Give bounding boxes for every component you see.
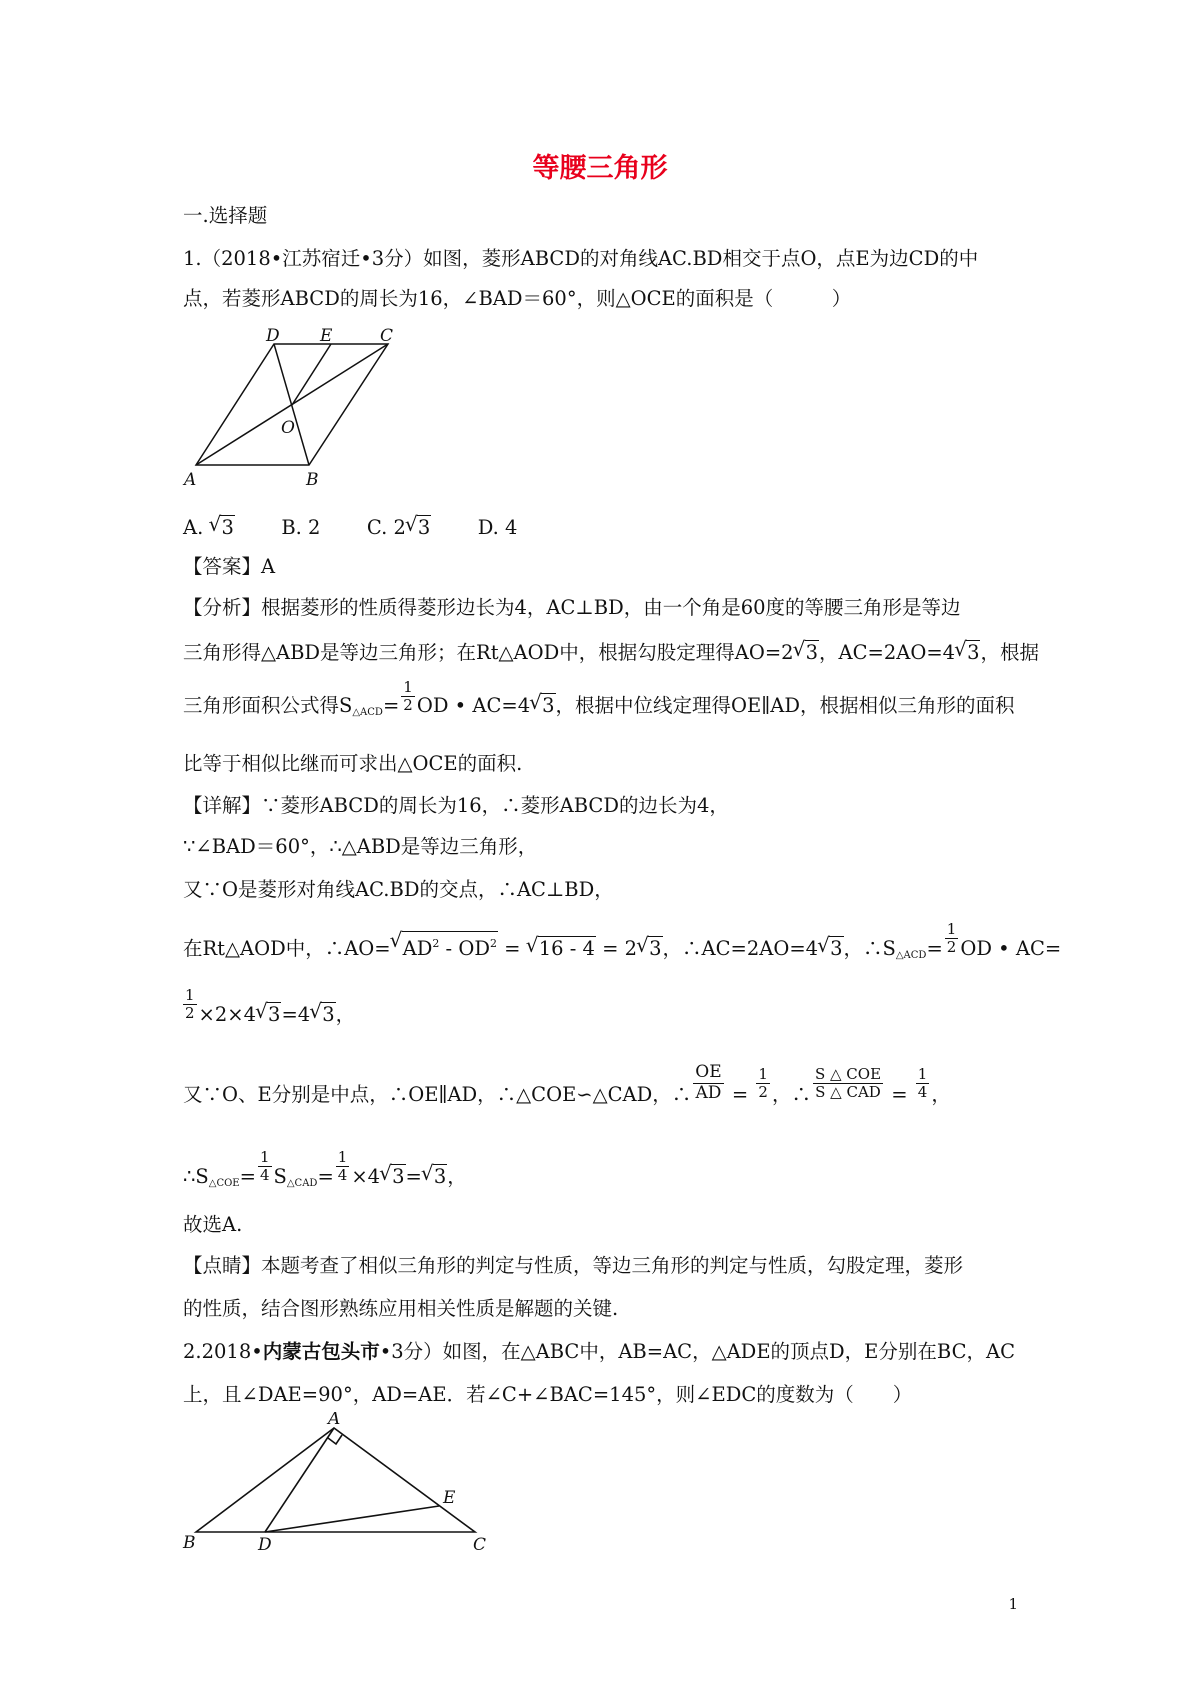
q1-point-1: 【点睛】本题考查了相似三角形的判定与性质，等边三角形的判定与性质，勾股定理，菱形 bbox=[183, 1254, 964, 1277]
label-a: A bbox=[184, 470, 197, 490]
label-b: B bbox=[183, 1533, 196, 1552]
label-o: O bbox=[281, 418, 295, 438]
q1-detail-5: $\frac{1}{2}$ ×2×4√ 3=4√ 3， bbox=[183, 1002, 355, 1027]
option-d[interactable]: D. 4 bbox=[477, 516, 518, 539]
q1-detail-1: 【详解】∵菱形ABCD的周长为16，∴菱形ABCD的边长为4， bbox=[183, 794, 729, 817]
label-d: D bbox=[266, 326, 280, 346]
q1-point-2: 的性质，结合图形熟练应用相关性质是解题的关键. bbox=[183, 1297, 619, 1320]
q1-detail-2: ∵∠BAD＝60°，∴△ABD是等边三角形， bbox=[183, 835, 538, 858]
segment-oe bbox=[292, 344, 331, 405]
q1-rhombus-figure bbox=[180, 325, 410, 490]
label-e: E bbox=[320, 326, 333, 346]
page-number: 1 bbox=[1008, 1595, 1018, 1613]
q1-stem-line1: 1.（2018•江苏宿迁•3分）如图，菱形ABCD的对角线AC.BD相交于点O，点E为边CD的中 bbox=[183, 247, 979, 270]
right-angle-mark bbox=[328, 1435, 342, 1444]
q1-stem-line2: 点，若菱形ABCD的周长为16，∠BAD＝60°，则△OCE的面积是（ ） bbox=[183, 287, 852, 310]
q1-analysis-2: 三角形得△ABD是等边三角形；在Rt△AOD中，根据勾股定理得AO=2√ 3，AC=2AO=4√ 3，根据 bbox=[183, 640, 1039, 665]
q2-stem-line2: 上，且∠DAE=90°，AD=AE．若∠C+∠BAC=145°，则∠EDC的度数为（ ） bbox=[183, 1383, 913, 1406]
q1-analysis-1: 【分析】根据菱形的性质得菱形边长为4，AC⊥BD，由一个角是60度的等腰三角形是等边 bbox=[183, 596, 961, 619]
q1-answer: 【答案】A bbox=[183, 555, 276, 578]
option-a[interactable]: A. √ 3 bbox=[183, 516, 235, 539]
label-e: E bbox=[443, 1488, 456, 1508]
q2-stem-line1: 2.2018•内蒙古包头市•3分）如图，在△ABC中，AB=AC，△ADE的顶点D，E分别在BC，AC bbox=[183, 1340, 1016, 1363]
option-c[interactable]: C. 2√ 3 bbox=[367, 516, 431, 539]
label-b: B bbox=[306, 470, 319, 490]
q1-analysis-4: 比等于相似比继而可求出△OCE的面积. bbox=[183, 752, 523, 775]
label-c: C bbox=[473, 1535, 487, 1552]
q1-detail-3: 又∵O是菱形对角线AC.BD的交点，∴AC⊥BD， bbox=[183, 878, 614, 901]
section-heading: 一.选择题 bbox=[183, 204, 268, 227]
q1-detail-4: 在Rt△AOD中，∴AO=√ $AD^2 - OD^2$ = √ 16 - 4 = 2√ 3，∴AC=2AO=4√ 3，$\therefore S_{\triangle ACD}=$ $\frac{1}{2}$ OD • AC= bbox=[183, 931, 1061, 968]
segment-de bbox=[265, 1506, 439, 1532]
label-a: A bbox=[328, 1412, 341, 1429]
q1-choose: 故选A. bbox=[183, 1213, 243, 1236]
q1-analysis-3: 三角形面积公式得$S_{\triangle ACD}=$ $\frac{1}{2}$ OD • AC=4√ 3，根据中位线定理得OE∥AD，根据相似三角形的面积 bbox=[183, 693, 1015, 725]
segment-ad bbox=[265, 1428, 334, 1532]
q1-detail-6: 又∵O、E分别是中点，∴OE∥AD，∴△COE∽△CAD，∴ $\frac{OE}{AD}$ = $\frac{1}{2}$ ，∴ $\frac{\text{S △ COE}}{\text{S △ CAD}}$ = $\frac{1}{4}$ ， bbox=[183, 1062, 951, 1106]
label-c: C bbox=[380, 326, 394, 346]
q1-detail-7: $\therefore S_{\triangle COE}=$ $\frac{1}{4}$ $S_{\triangle CAD}=$ $\frac{1}{4}$ ×4√ 3=√ 3， bbox=[183, 1164, 467, 1196]
q2-triangle-figure bbox=[180, 1412, 500, 1552]
label-d: D bbox=[258, 1535, 272, 1552]
q1-options bbox=[183, 515, 517, 540]
page-title: 等腰三角形 bbox=[532, 153, 668, 184]
option-b[interactable]: B. 2 bbox=[281, 516, 321, 539]
